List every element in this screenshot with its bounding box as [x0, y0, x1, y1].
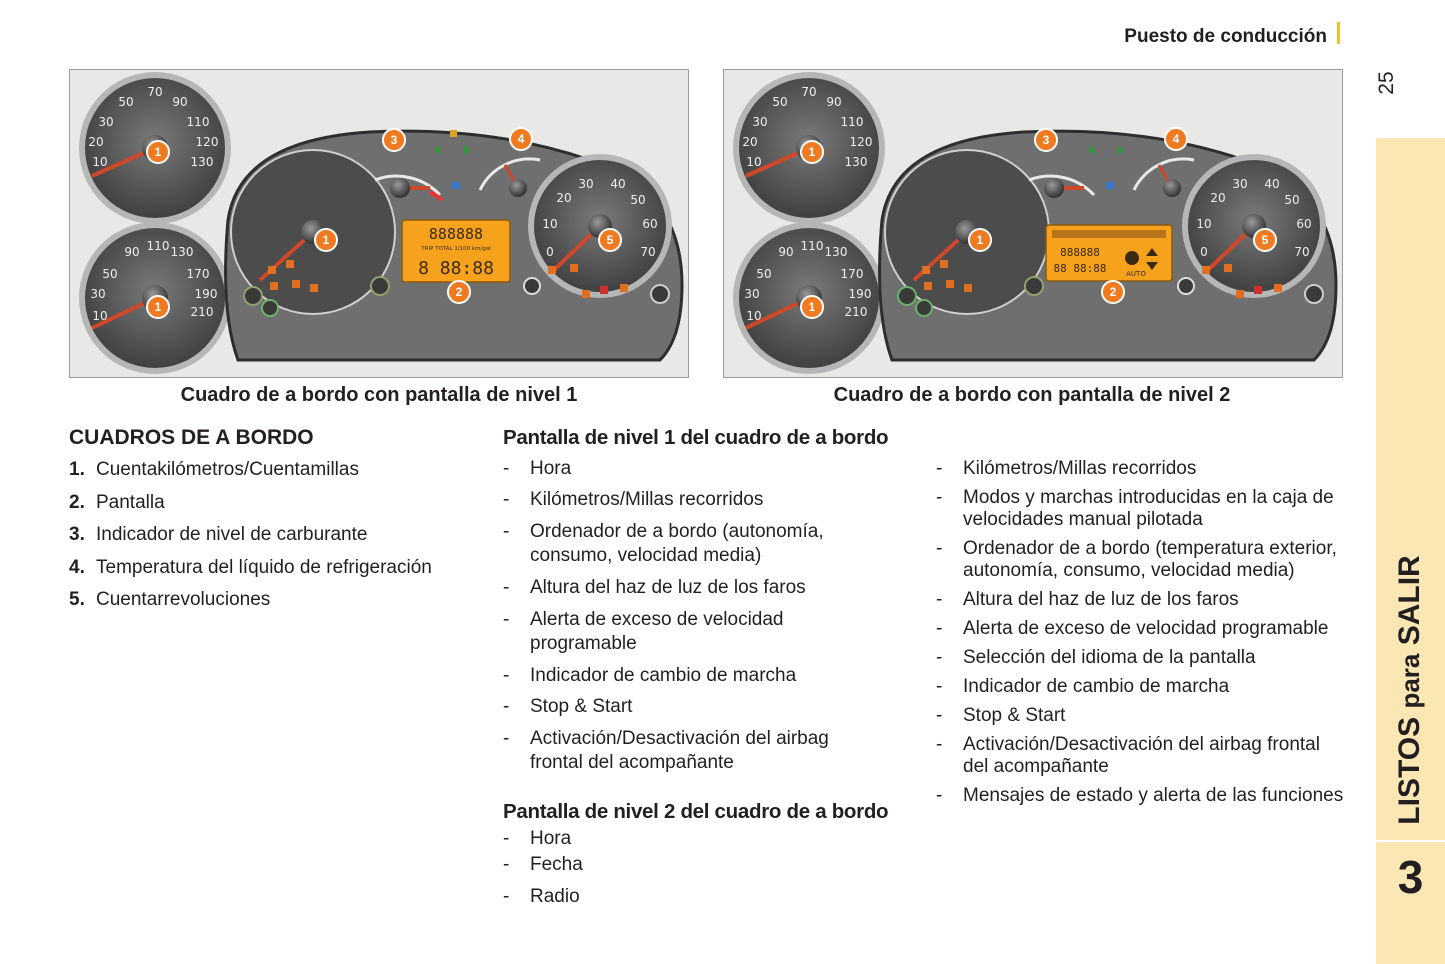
- list-item: - Stop & Start: [503, 696, 883, 718]
- svg-text:70: 70: [801, 85, 817, 99]
- figure-caption-level1: Cuadro de a bordo con pantalla de nivel 1: [180, 384, 578, 406]
- svg-text:10: 10: [92, 309, 108, 323]
- svg-text:1: 1: [808, 300, 816, 314]
- svg-text:40: 40: [610, 177, 626, 191]
- svg-text:90: 90: [778, 245, 794, 259]
- svg-text:888888: 888888: [1060, 246, 1100, 259]
- svg-text:110: 110: [800, 239, 824, 253]
- callout-1c: [969, 229, 991, 251]
- list-item: - Kilómetros/Millas recorridos: [936, 458, 1346, 480]
- list-item: - Ordenador de a bordo (autonomía, consumo, velocidad media): [503, 520, 883, 568]
- svg-text:88 88:88: 88 88:88: [1053, 262, 1107, 275]
- svg-text:30: 30: [90, 287, 106, 301]
- svg-text:4: 4: [1172, 132, 1180, 146]
- level2-list-right: [936, 458, 1346, 807]
- svg-text:130: 130: [190, 155, 214, 169]
- chapter-word-3: SALIR: [1393, 555, 1426, 646]
- legend-item: 5. Cuentarrevoluciones: [69, 589, 271, 610]
- header-rule: [1337, 22, 1340, 44]
- svg-text:20: 20: [1210, 191, 1226, 205]
- svg-text:40: 40: [1264, 177, 1280, 191]
- list-item: - Indicador de cambio de marcha: [503, 665, 883, 687]
- svg-text:0: 0: [546, 245, 554, 259]
- svg-text:30: 30: [98, 115, 114, 129]
- chapter-number: 3: [1397, 851, 1424, 903]
- level1-title: Pantalla de nivel 1 del cuadro de a bordo: [503, 426, 889, 449]
- svg-text:30: 30: [1232, 177, 1248, 191]
- callout-3: [1035, 129, 1057, 151]
- svg-text:10: 10: [746, 155, 762, 169]
- svg-text:130: 130: [844, 155, 868, 169]
- list-item: - Fecha: [503, 854, 883, 876]
- svg-text:110: 110: [840, 115, 864, 129]
- svg-text:60: 60: [1296, 217, 1312, 231]
- chapter-tab-label: [1393, 555, 1427, 824]
- svg-text:1: 1: [322, 233, 330, 247]
- legend-item: 3. Indicador de nivel de carburante: [69, 524, 368, 545]
- svg-text:1: 1: [976, 233, 984, 247]
- list-item: - Kilómetros/Millas recorridos: [503, 489, 883, 511]
- callout-1c: [315, 229, 337, 251]
- callout-5: [599, 229, 621, 251]
- list-item: - Altura del haz de luz de los faros: [503, 577, 883, 599]
- list-item: - Mensajes de estado y alerta de las funciones: [936, 785, 1346, 807]
- callout-1b: [801, 296, 823, 318]
- list-item: - Hora: [503, 828, 883, 850]
- svg-text:110: 110: [186, 115, 210, 129]
- svg-text:20: 20: [556, 191, 572, 205]
- svg-text:AUTO: AUTO: [1126, 270, 1146, 278]
- list-item: - Hora: [503, 458, 883, 480]
- svg-text:10: 10: [542, 217, 558, 231]
- chapter-word-2: para: [1395, 653, 1425, 709]
- svg-text:110: 110: [146, 239, 170, 253]
- svg-text:50: 50: [756, 267, 772, 281]
- svg-text:2: 2: [455, 285, 463, 299]
- svg-text:50: 50: [772, 95, 788, 109]
- svg-text:70: 70: [1294, 245, 1310, 259]
- callout-1a: [801, 141, 823, 163]
- svg-text:210: 210: [190, 305, 214, 319]
- svg-text:5: 5: [1261, 233, 1269, 247]
- svg-text:50: 50: [630, 193, 646, 207]
- lcd-display: [402, 220, 510, 282]
- svg-text:130: 130: [824, 245, 848, 259]
- legend-item: 4. Temperatura del líquido de refrigeración: [69, 556, 432, 578]
- svg-text:30: 30: [578, 177, 594, 191]
- svg-text:TRIP TOTAL 1/100 km/gal: TRIP TOTAL 1/100 km/gal: [421, 246, 491, 252]
- list-item: - Activación/Desactivación del airbag frontal del acompañante: [503, 727, 883, 775]
- running-header: Puesto de conducción: [1124, 26, 1327, 47]
- tachometer-dial: [1182, 154, 1326, 298]
- svg-text:10: 10: [92, 155, 108, 169]
- svg-text:20: 20: [742, 135, 758, 149]
- svg-text:60: 60: [642, 217, 658, 231]
- list-item: - Activación/Desactivación del airbag frontal del acompañante: [936, 734, 1346, 778]
- callout-4: [1165, 128, 1187, 150]
- callout-1b: [147, 296, 169, 318]
- svg-text:120: 120: [195, 135, 219, 149]
- svg-text:5: 5: [606, 233, 614, 247]
- svg-text:190: 190: [848, 287, 872, 301]
- svg-text:50: 50: [118, 95, 134, 109]
- chapter-word-1: LISTOS: [1393, 716, 1426, 825]
- callout-3: [383, 129, 405, 151]
- svg-text:2: 2: [1109, 285, 1117, 299]
- list-item: - Alerta de exceso de velocidad programable: [503, 608, 883, 656]
- instrument-cluster-level2-image: [723, 69, 1343, 378]
- svg-text:210: 210: [844, 305, 868, 319]
- svg-text:50: 50: [102, 267, 118, 281]
- callout-5: [1254, 229, 1276, 251]
- legend-list: [69, 458, 432, 621]
- list-item: - Modos y marchas introducidas en la caja de velocidades manual pilotada: [936, 487, 1346, 531]
- svg-text:50: 50: [1284, 193, 1300, 207]
- legend-item: 1. Cuentakilómetros/Cuentamillas: [69, 459, 359, 480]
- svg-text:8 88:88: 8 88:88: [418, 258, 494, 279]
- svg-text:90: 90: [826, 95, 842, 109]
- svg-text:90: 90: [172, 95, 188, 109]
- svg-text:90: 90: [124, 245, 140, 259]
- legend-item: 2. Pantalla: [69, 491, 165, 513]
- svg-text:30: 30: [744, 287, 760, 301]
- callout-1a: [147, 141, 169, 163]
- svg-text:4: 4: [517, 132, 525, 146]
- svg-text:20: 20: [88, 135, 104, 149]
- svg-text:70: 70: [147, 85, 163, 99]
- level1-list: [503, 458, 883, 775]
- level2-list-mid: [503, 828, 883, 908]
- svg-text:1: 1: [154, 300, 162, 314]
- list-item: - Ordenador de a bordo (temperatura exterior, autonomía, consumo, velocidad media): [936, 538, 1346, 582]
- callout-4: [510, 128, 532, 150]
- page-number: 25: [1375, 71, 1398, 95]
- svg-text:1: 1: [154, 145, 162, 159]
- list-item: - Indicador de cambio de marcha: [936, 676, 1346, 698]
- callout-2: [448, 281, 470, 303]
- svg-text:1: 1: [808, 145, 816, 159]
- svg-text:3: 3: [390, 133, 398, 147]
- chapter-tab-divider: [1376, 840, 1445, 842]
- svg-text:70: 70: [640, 245, 656, 259]
- svg-text:10: 10: [746, 309, 762, 323]
- svg-text:10: 10: [1196, 217, 1212, 231]
- svg-text:130: 130: [170, 245, 194, 259]
- figure-caption-level2: Cuadro de a bordo con pantalla de nivel 2: [833, 384, 1231, 406]
- svg-text:170: 170: [840, 267, 864, 281]
- instrument-cluster-level1-image: [69, 69, 689, 378]
- lcd-display: [1046, 225, 1172, 281]
- list-item: - Alerta de exceso de velocidad programable: [936, 618, 1346, 640]
- svg-text:888888: 888888: [428, 225, 484, 243]
- section-title: CUADROS DE A BORDO: [69, 426, 314, 449]
- svg-text:30: 30: [752, 115, 768, 129]
- tachometer-dial: [528, 154, 672, 298]
- svg-text:0: 0: [1200, 245, 1208, 259]
- list-item: - Altura del haz de luz de los faros: [936, 589, 1346, 611]
- svg-text:170: 170: [186, 267, 210, 281]
- list-item: - Stop & Start: [936, 705, 1346, 727]
- list-item: - Radio: [503, 886, 883, 908]
- callout-2: [1102, 281, 1124, 303]
- svg-text:3: 3: [1042, 133, 1050, 147]
- level2-title: Pantalla de nivel 2 del cuadro de a bordo: [503, 800, 889, 823]
- list-item: - Selección del idioma de la pantalla: [936, 647, 1346, 669]
- svg-text:190: 190: [194, 287, 218, 301]
- svg-text:120: 120: [849, 135, 873, 149]
